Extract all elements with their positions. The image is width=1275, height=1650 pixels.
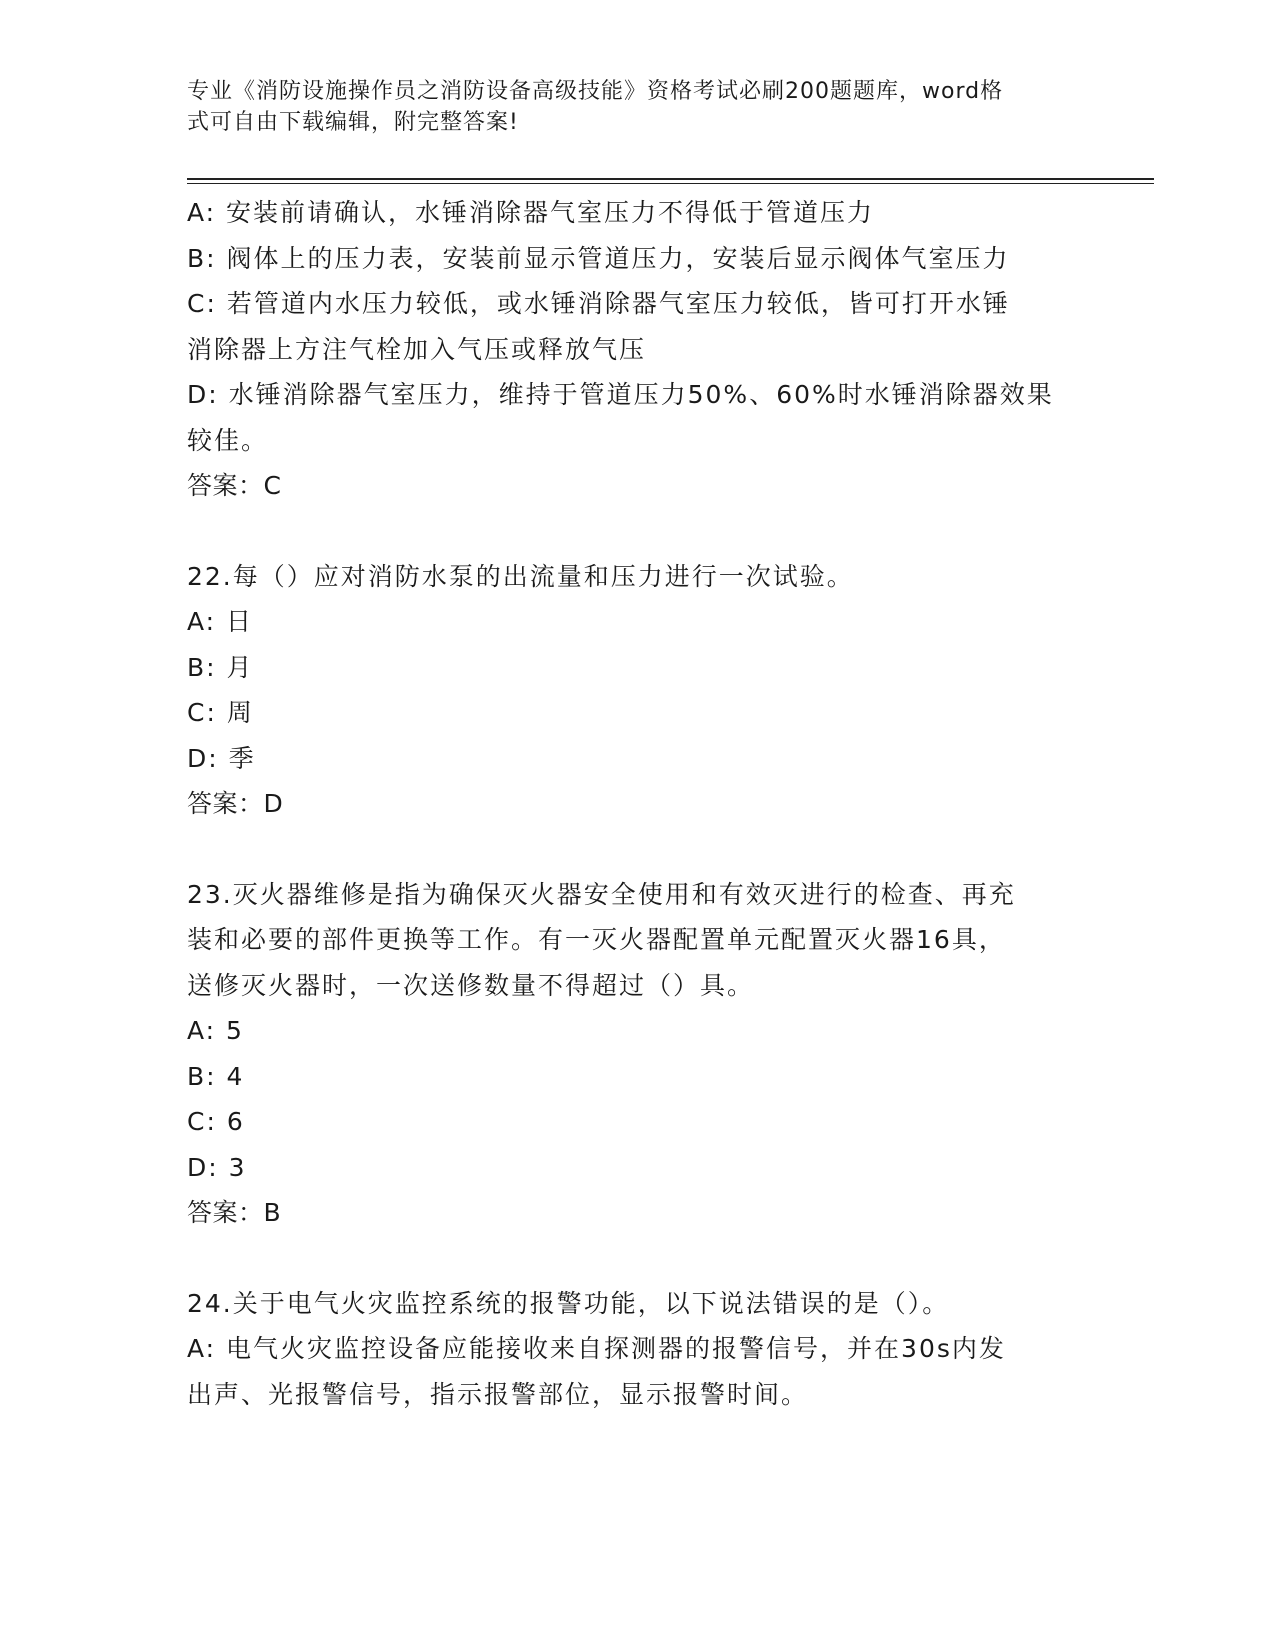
answer: 答案：B bbox=[187, 1198, 282, 1227]
option-d: D: 水锤消除器气室压力，维持于管道压力50%、60%时水锤消除器效果 bbox=[187, 380, 1054, 409]
header-line-2: 式可自由下载编辑，附完整答案! bbox=[187, 110, 519, 135]
question-text: 24.关于电气火灾监控系统的报警功能，以下说法错误的是（）。 bbox=[187, 1288, 950, 1318]
option-a: A: 电气火灾监控设备应能接收来自探测器的报警信号，并在30s内发 bbox=[187, 1334, 1006, 1363]
header-rule-thick bbox=[187, 178, 1154, 180]
option-d: D: 3 bbox=[187, 1152, 247, 1182]
question-list bbox=[187, 190, 1087, 1417]
option-a: A: 安装前请确认，水锤消除器气室压力不得低于管道压力 bbox=[187, 198, 875, 227]
option-d-continued: 较佳。 bbox=[187, 425, 269, 455]
question-text-continued: 送修灭火器时，一次送修数量不得超过（）具。 bbox=[187, 970, 755, 1000]
option-b: B: 月 bbox=[187, 652, 254, 682]
question-text: 23.灭火器维修是指为确保灭火器安全使用和有效灭进行的检查、再充 bbox=[187, 879, 1016, 909]
question-24 bbox=[187, 1281, 1087, 1418]
answer: 答案：D bbox=[187, 789, 284, 818]
spacer bbox=[187, 1236, 1087, 1281]
header-rule-thin bbox=[187, 183, 1154, 184]
option-b: B: 4 bbox=[187, 1061, 245, 1091]
option-c: C: 若管道内水压力较低，或水锤消除器气室压力较低，皆可打开水锤 bbox=[187, 289, 1010, 318]
spacer bbox=[187, 827, 1087, 872]
question-23 bbox=[187, 872, 1087, 1236]
question-22 bbox=[187, 554, 1087, 827]
question-text-continued: 装和必要的部件更换等工作。有一灭火器配置单元配置灭火器16具， bbox=[187, 925, 1006, 954]
option-c-continued: 消除器上方注气栓加入气压或释放气压 bbox=[187, 334, 647, 364]
option-a: A: 日 bbox=[187, 607, 254, 636]
header-line-1: 专业《消防设施操作员之消防设备高级技能》资格考试必刷200题题库，word格 bbox=[187, 79, 1004, 104]
option-d: D: 季 bbox=[187, 743, 256, 773]
option-c: C: 周 bbox=[187, 698, 254, 727]
document-header bbox=[187, 76, 1067, 138]
question-21 bbox=[187, 190, 1087, 509]
option-a-continued: 出声、光报警信号，指示报警部位，显示报警时间。 bbox=[187, 1379, 809, 1409]
answer: 答案：C bbox=[187, 471, 282, 500]
option-a: A: 5 bbox=[187, 1016, 244, 1045]
spacer bbox=[187, 509, 1087, 554]
option-c: C: 6 bbox=[187, 1107, 245, 1136]
question-text: 22.每（）应对消防水泵的出流量和压力进行一次试验。 bbox=[187, 561, 854, 591]
option-b: B: 阀体上的压力表，安装前显示管道压力，安装后显示阀体气室压力 bbox=[187, 243, 1010, 273]
